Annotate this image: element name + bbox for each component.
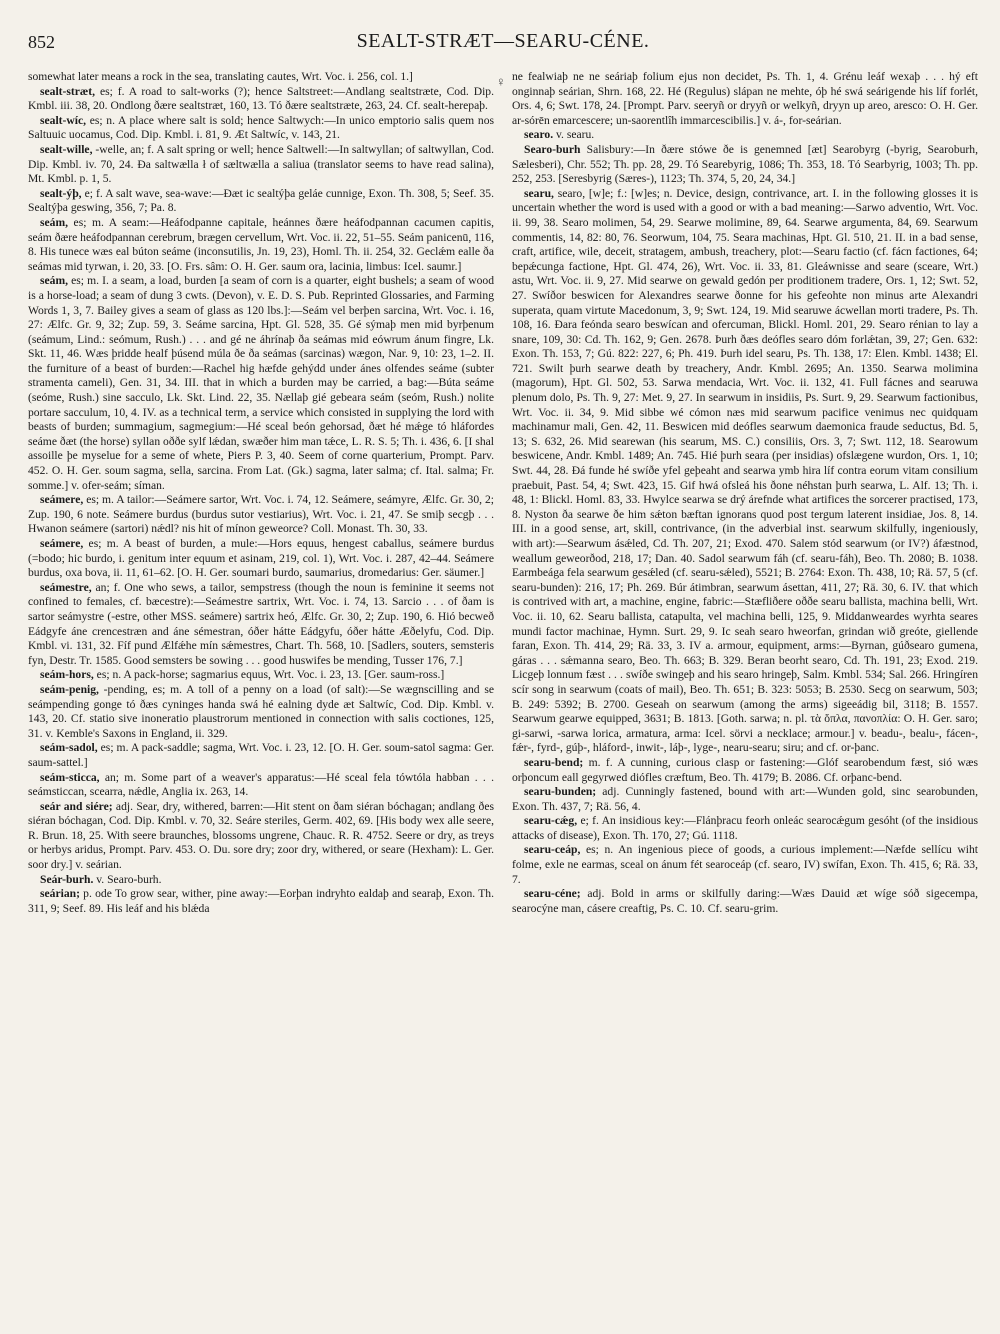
dictionary-entry <box>512 128 978 143</box>
entry-body: es; m. A seam:—Heáfodpanne capitale, heánnes ðære heáfodpannan cacumen capitis, seám ðære heáfodpannan cerebrum, brægen cervellum, Wrt. Voc. ii. 22, 51–55. Seám panicenū, 116, 8. His tunece wæs eal búton seáme (inconsutilis, Jn. 19, 23), Homl. Th. ii. 254, 32. Geclǽm ealle ða seámas mid tyrwan, i. 20, 33. [O. Frs. sâm: O. H. Ger. saum ora, lacinia, limbus: Icel. saumr.] <box>28 215 494 273</box>
entry-body: Salisbury:—In ðære stówe ðe is genemned [æt] Searobyrg (-byrig, Searoburh, Sælesberi), Chr. 552; Th. pp. 28, 29. Tó Searebyrig, 1086; Th. 353, 18. Tó Searbyrig, 1003; Th. pp. 252, 253. [Seresbyrig (Særes-), 1123; Th. 374, 5, 20, 24, 34.] <box>512 142 978 186</box>
entry-headword: searu-bend; <box>524 755 584 769</box>
dictionary-entry <box>512 785 978 814</box>
entry-headword: sealt-wíc, <box>40 113 87 127</box>
entry-headword: searu-bunden; <box>524 785 597 799</box>
entry-headword: sealt-ýþ, <box>40 186 82 200</box>
dictionary-entry <box>28 114 494 143</box>
dictionary-entry <box>28 683 494 741</box>
entry-headword: searu-ceáp, <box>524 843 581 857</box>
entry-body: es; f. A road to salt-works (?); hence Saltstreet:—Andlang sealtstræte, Cod. Dip. Kmbl. iii. 38, 20. Ondlong ðære sealtstræt, 160, 13. Tó ðære sealtstræte, 263, 24. Cf. sealt-herepaþ. <box>28 84 494 113</box>
dictionary-entry <box>28 668 494 683</box>
entry-headword: Searo-burh <box>524 142 581 156</box>
entry-body: v. Searo-burh. <box>93 872 162 886</box>
entry-headword: sealt-stræt, <box>40 84 96 98</box>
entry-body: -welle, an; f. A salt spring or well; hence Saltwell:—In saltwyllan; of saltwyllan, Cod. Dip. Kmbl. iv. 70, 24. Ða saltwælla ł of sæltwælla a saliua (translator seems to have read salina), Mt. Kmbl. p. 1, 5. <box>28 142 494 186</box>
entry-headword: seám-hors, <box>40 668 94 682</box>
dictionary-entry <box>512 843 978 887</box>
entry-body: es; n. A pack-horse; sagmarius equus, Wrt. Voc. i. 23, 13. [Ger. saum-ross.] <box>93 668 445 682</box>
entry-body: es; m. A tailor:—Seámere sartor, Wrt. Voc. i. 74, 12. Seámere, seámyre, Ælfc. Gr. 30, 2; Zup. 190, 6 note. Seámere burdus (burdus sutor vestiarius), Wrt. Voc. i. 21, 47. Se smiþ secgþ . . . Hwanon seámere (sartori) nǽdl? nis hit of mínon geweorce? Coll. Monast. Th. 30, 33. <box>28 493 494 536</box>
entry-headword: sealt-wille, <box>40 142 93 156</box>
entry-headword: searu, <box>524 186 554 200</box>
dictionary-entry <box>28 274 494 493</box>
entry-body: v. searu. <box>553 128 595 142</box>
dictionary-entry <box>512 756 978 785</box>
entry-body: an; m. Some part of a weaver's apparatus:—Hé sceal fela tówtóla habban . . . seámsticcan, scearra, nǽdle, Anglia ix. 263, 14. <box>28 770 494 799</box>
page-header <box>28 28 978 58</box>
entry-body: es; n. A place where salt is sold; hence Saltwych:—In unico emptorio salis quem nos Saltuuic uocamus, Cod. Dip. Kmbl. i. 81, 9. Æt Saltwíc, v. 143, 21. <box>28 113 494 142</box>
entry-headword: seám, <box>40 215 69 229</box>
column-divider-ornament: ♀ <box>496 74 506 89</box>
dictionary-entry <box>28 216 494 274</box>
entry-headword: seár and siére; <box>40 799 113 813</box>
entry-headword: seámestre, <box>40 580 92 594</box>
entry-body: somewhat later means a rock in the sea, translating cautes, Wrt. Voc. i. 256, col. 1.] <box>28 70 413 83</box>
entry-headword: seámere, <box>40 493 84 507</box>
entry-headword: seám-penig, <box>40 682 99 696</box>
entry-headword: seám, <box>40 274 69 288</box>
page-number: 852 <box>28 32 55 52</box>
entry-body: adj. Sear, dry, withered, barren:—Hit stent on ðam siéran bóchagan; andlang ðes siéran bóchagan, Cod. Dip. Kmbl. v. 70, 32. Seáre steriles, Germ. 402, 69. [His body wex alle seere, R. Brun. 18, 25. With seere braunches, blossoms ungrene, Chauc. R. R. 4752. Seere or dry, as treys or herbys aridus, Prompt. Parv. 453. O. Du. sore dry; zoor dry, withered, or seare (Hexham): L. Ger. soor dry.] v. seárian. <box>28 799 495 872</box>
entry-body: m. f. A cunning, curious clasp or fastening:—Glóf searobendum fæst, sió wæs orþoncum eall gegyrwed diófles cræftum, Beo. Th. 4179; B. 2086. Cf. orþanc-bend. <box>512 755 978 784</box>
dictionary-entry <box>28 537 494 581</box>
dictionary-entry <box>512 814 978 843</box>
dictionary-entry <box>28 187 494 216</box>
right-column <box>512 70 978 916</box>
entry-headword: Seár-burh. <box>40 872 94 886</box>
entry-body: searo, [w]e; f.: [w]es; n. Device, design, contrivance, art. I. in the following glosses it is uncertain whether the word is used with a good or with a bad meaning:—Sarwo adventio, Wrt. Voc. ii. 99, 38. Searo molimen, 54, 29. Searwe molimine, 89, 64. Searwe argumenta, 84, 69. Searwum commentis, 14, 82: 80, 76. Seorwum, 104, 75. Seara machinas, Hpt. Gl. 510, 21. II. in a bad sense, craft, artifice, wile, deceit, stratagem, ambush, treachery, plot:—Searu factio (cf. fácn factiones, 64; bepǽcunga factione, Hpt. Gl. 474, 26), Wrt. Voc. ii. 33, 81. Gleáwnisse and seare (sceare, Wrt.) astu, Wrt. Voc. ii. 9, 27. Mid searwe on gewald gedón per proditionem tradere, Ors. 1, 12; Swt. 52, 27. Swíðor beswicen for Alexandres searwe ðonne for his gefeohte non minus arte Alexandri superata, quam virtute Macedonum, 3, 9; Swt. 124, 19. Mid searuwe ácwellan morti tradere, Ps. Th. 108, 16. Ðara feónda searo beswícan and ofercuman, Blickl. Homl. 201, 29. Searo rénian to lay a snare, 109, 30: Cd. Th. 162, 9; Gen. 2678. Þurh ðæs deófles searo dóm forlǽtan, 39, 27; Gen. 632: Exon. Th. 153, 7; Gú. 822: 227, 6; Ph. 419. Þurh idel searu, Ps. Th. 138, 17: Elen. Kmbl. 1438; El. 721. Swilt þurh searwe death by treachery, Andr. Kmbl. 2695; An. 1350. Searwa molimina (magorum), Hpt. Gl. 502, 53. Sarwa mendacia, Wrt. Voc. ii. 132, 41. Full fácnes and searuwa plenum dolo, Ps. Th. 9, 27: Met. 9, 27. In searwum in insidiis, Ps. Surt. 9, 29. Searwum factionibus, Wrt. Voc. ii. 34, 9. Mid sibbe wé cómon næs mid searwum pacifice venimus nec quidquam machinamur mali, Gen. 42, 11. Beswicen mid deófles searwum daemonica fraude seductus, Bd. 5, 13; S. 632, 26. Mid searewan (his searum, MS. C.) consiliis, Ors. 3, 7; Swt. 112, 18. Searowum beswicene, Andr. Kmbl. 1489; An. 745. Hié þurh seara (per insidias) ofslægene wurdon, Ors. 1, 10; Swt. 44, 28. Ðá funde hé swíðe yfel geþeaht and searwa ymb hira líf contra eorum vitam consilium praebuit, Past. 54, 4; Swt. 423, 15. Gif hwá ofsleá his ðone néhstan þurh searwa, L. Alf. 13; Th. i. 48, 1: Blickl. Homl. 83, 33. Hwylce searwa se drý árefnde what artifices the sorcerer practised, 173, 8. Nyston ða searwe ðe him sǽton bæftan ignorans quod post tergum laterent insidiae, Jos. 8, 14. III. in a good sense, art, skill, contrivance, (in the adverbial inst. searwum skilfully, ingeniously, with art):—Searwum ásǽled, Cd. Th. 207, 21; Exod. 470. Salem stód searwum (or IV?) áfæstnod, weallum geweorðod, 218, 17; Dan. 40. Sadol searwum fáh (cf. searu-fáh), Beo. Th. 2080; B. 1038. Earmbeága fela searwum gesǽled (cf. searu-sǽled), 5521; B. 2764: Exon. Th. 438, 10; Rä. 57, 5 (cf. searu-bunden): 216, 17; Ph. 269. Búr átimbran, searwum ásettan, 411, 27; Rä. 30, 6. IV. that which is contrived with art, a machine, engine, fabric:—Stæfliðere oððe searu ballista, machina belli, Wrt. Voc. ii. 10, 62. Searu ballista, catapulta, vel machina belli, 125, 9. Middanweardes wyrhta seares mundi factor machinae, Hymn. Surt. 29, 9. Ic seah searo hweorfan, grindan wið greóte, giellende faran, Exon. Th. 414, 29; Rä. 33, 3. IV a. armour, equipment, arms:—Byrnan, gúðsearo gumena, gáras . . . sǽmanna searo, Beo. Th. 663; B. 329. Beran beorht searo, Cd. Th. 191, 23; Exod. 219. Licgeþ lonnum fæst . . . swíðe swingeþ and his searo hringeþ, Salm. Kmbl. 534; Sal. 266. Hringíren scír song in searwum (coats of mail), Beo. Th. 651; B. 323: 5053; B. 2530. Secg on searwum, 503; B. 249: 5392; B. 2700. Geseah on searwum (among the arms) sigeeádig bil, 3118; B. 1557. Searwum gearwe equipped, 3631; B. 1813. [Goth. sarwa; n. pl. τὰ ὅπλα, πανοπλία: O. H. Ger. saro; gi-sarwi, -sarwa lorica, armatura, arma: Icel. sörvi a necklace; armour.] v. beadu-, bealu-, fácen-, fǽr-, fyrd-, gúþ-, hláford-, inwit-, láþ-, lyge-, nearu-searu; siru; and cf. or-þanc. <box>512 186 978 755</box>
dictionary-entry <box>28 143 494 187</box>
dictionary-entry <box>28 741 494 770</box>
dictionary-entry <box>512 143 978 187</box>
entry-body: es; n. An ingenious piece of goods, a curious implement:—Næfde sellícu wiht folme, exle ne earmas, sceal on ánum fét searoceáp (cf. searo, IV) swífan, Exon. Th. 415, 6; Rä. 33, 7. <box>512 843 978 886</box>
entry-body: e; f. An insidious key:—Flánþracu feorh onleác searocǽgum gesóht (of the insidious attacks of disease), Exon. Th. 170, 27; Gú. 1118. <box>512 814 978 842</box>
entry-body: adj. Bold in arms or skilfully daring:—Wæs Dauid æt wíge sóð sigecempa, searocýne man, cásere creaftig, Ps. C. 10. Cf. searu-grim. <box>512 887 978 915</box>
entry-body: e; f. A salt wave, sea-wave:—Ðæt ic sealtýþa geláe cunnige, Exon. Th. 308, 5; Seef. 35. Sealtýþa geswing, 356, 7; Pa. 8. <box>28 186 494 215</box>
dictionary-entry <box>512 70 978 128</box>
entry-headword: searu-cǽg, <box>524 814 578 828</box>
dictionary-entry <box>28 85 494 114</box>
dictionary-entry <box>28 70 494 85</box>
dictionary-entry <box>28 493 494 537</box>
running-head: SEALT-STRÆT—SEARU-CÉNE. <box>356 30 650 52</box>
entry-headword: searu-céne; <box>524 887 581 901</box>
entry-body: adj. Cunningly fastened, bound with art:—Wunden gold, sinc searobunden, Exon. Th. 437, 7; Rä. 56, 4. <box>512 785 978 813</box>
columns <box>28 70 978 916</box>
entry-body: -pending, es; m. A toll of a penny on a load (of salt):—Se wægnscilling and se seámpending gonge tó ðæs cyninges handa swá hé ealning dyde æt Saltwíc, Cod. Dip. Kmbl. v. 143, 20. Cf. statio sive inoneratio plaustrorum mentioned in connection with salis coctiones, 125, 31. v. Kemble's Saxons in England, ii. 329. <box>28 682 494 740</box>
entry-body: es; m. A pack-saddle; sagma, Wrt. Voc. i. 23, 12. [O. H. Ger. soum-satol sagma: Ger. saum-sattel.] <box>28 741 494 769</box>
entry-headword: seámere, <box>40 537 84 550</box>
dictionary-entry <box>512 187 978 756</box>
dictionary-entry <box>512 887 978 916</box>
entry-headword: searo. <box>524 128 554 142</box>
entry-headword: seám-sticca, <box>40 770 100 784</box>
entry-body: p. ode To grow sear, wither, pine away:—Eorþan indryhto ealdaþ and searaþ, Exon. Th. 311, 9; Seef. 89. His leáf and his blǽda <box>28 887 494 915</box>
entry-headword: seárian; <box>40 887 80 901</box>
entry-body: ne fealwiaþ ne ne seáriaþ folium ejus non decidet, Ps. Th. 1, 4. Grénu leáf wexaþ . . . hý eft onginnaþ seárian, Shrn. 168, 22. Hé (Regulus) slápan ne mehte, óþ hé swá seárigende his líf forlét, Ors. 4, 6; Swt. 178, 24. [Prompt. Parv. seeryñ or dryyñ or welkyñ, dryyn up areo, aresco: O. H. Ger. ar-sórēn emarcescere; un-saorentlîh immarcescibilis.] v. á-, for-seárian. <box>512 70 978 127</box>
dictionary-entry <box>28 800 494 873</box>
entry-body: es; m. A beast of burden, a mule:—Hors equus, hengest caballus, seámere burdus (=bodo; hic burdo, i. genitum inter equum et asinam, 219, col. 1), Wrt. Voc. i. 287, 42–44. Seámere burdus, oxa bova, ii. 11, 61–62. [O. H. Ger. soumari burdo, saumarius, dromedarius: Ger. säumer.] <box>28 537 494 580</box>
entry-body: an; f. One who sews, a tailor, sempstress (though the noun is feminine it seems not confined to females, cf. bæcestre):—Seámestre sartrix, Wrt. Voc. i. 74, 13. Sarcio . . . of ðam is sartor seámystre (-estre, other MSS. seámere) sartrix heó, Ælfc. Gr. 30, 2; Zup. 190, 6. Hió becweð Eádgyfe áne crencestræn and áne sémestran, óðer hátte Eádgyfu, óðer hátte Æðelyfu, Cod. Dip. Kmbl. vi. 131, 32. Fíf pund Ælfǽhe mín sǽmestres, Chart. Th. 568, 10. [Sadlers, souters, semsteris fyn, Destr. Tr. 1585. Good semsters be sowing . . . good huswifes be mending, Tusser 176, 7.] <box>28 580 494 667</box>
entry-body: es; m. I. a seam, a load, burden [a seam of corn is a quarter, eight bushels; a seam of wood is a horse-load; a seam of dung 3 cwts. (Devon), v. E. D. S. Pub. Reprinted Glossaries, and Farming Words 1, 3, 7. Bailey gives a seam of glass as 120 lbs.]:—Seám vel berþen sarcina, Wrt. Voc. i. 16, 27: Ælfc. Gr. 9, 32; Zup. 59, 3. Seáme sarcina, Hpt. Gl. 528, 35. Gé sýmaþ men mid byrþenum (seámum, Lind.: seómum, Rush.) . . . and gé ne áhrínaþ ða seámas mid eówrum ánum fingre, Lk. Skt. 11, 46. Wæs þridde healf þúsend múla ðe ða seámas (sarcinas) wægon, Nar. 9, 10: 23, 1–2. II. the furniture of a beast of burden:—Rachel hig hæfde gehýdd under ánes olfendes seáme (subter stramenta cameli), Gen. 31, 34. III. that in which a burden may be carried, a bag:—Búta seáme (seóme, Rush.) sine sacculo, Lk. Skt. Lind. 22, 35. Nællaþ gié gebeara seám (seóm, Rush.) nolite portare sacculum, 10, 4. IV. as a technical term, a service which consisted in supplying the lord with beasts of burden; summagium, sagmegium:—Hé sceal beón gehorsad, ðæt hé mǽge tó hláfordes seáme ðæt (the horse) syllan oððe sylf lǽdan, swæðer him man tǽce, L. R. S. 5; Th. i. 436, 6. [I shal assoille þe myselue for a seme of whete, Piers P. 3, 40. Seem of corne quarterium, Prompt. Parv. 452. O. H. Ger. soum sagma, sella, sarcina. From Lat. (Gk.) sagma, later salma; cf. Ital. salma; Fr. somme.] v. ofer-seám; síman. <box>28 274 494 492</box>
entry-headword: seám-sadol, <box>40 741 98 755</box>
dictionary-entry <box>28 581 494 669</box>
dictionary-entry <box>28 873 494 888</box>
dictionary-entry <box>28 771 494 800</box>
left-column <box>28 70 494 916</box>
dictionary-entry <box>28 887 494 916</box>
